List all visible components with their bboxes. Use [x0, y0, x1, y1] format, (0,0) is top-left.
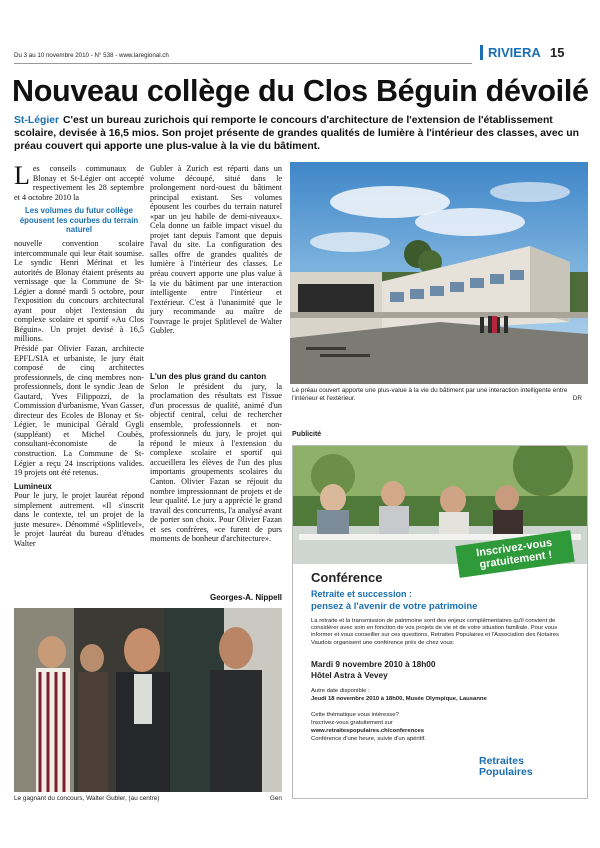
ad-brand-line-1: Retraites [479, 755, 524, 767]
ad-brand-logo [479, 756, 533, 778]
paragraph-3: Présidé par Olivier Fazan, architecte EPFL/SIA et urbaniste, le jury était composé de cinq architectes professionnels, de cinq membres non-professionnels, dont le syndic Jean de Gautard, Yves Filippozzi, de la Commission d'urbanisme, Yvan Gasser, directeur des Ecoles de Blonay et St-Légier, le municipal Gérald Gygli (suppléant) et Michel Coubès, consultant-économiste de la construction. La Commune de St-Légier a reçu 24 inscriptions valides. 19 projets ont été retenus. [14, 343, 144, 478]
building-rendering-illustration [290, 162, 588, 384]
paragraph-4: Pour le jury, le projet lauréat répond simplement autrement. «Il s'inscrit dans le contexte, tel un projet de la juste mesure». Dénommé «Splitlevel», le projet lauréat du bureau d'études Walter [14, 491, 144, 548]
paragraph-5: Gubler à Zurich est réparti dans un volume découpé, situé dans le prolongement nord-ouest du bâtiment principal existant. Ses volumes épousent les courbes du terrain naturel «par un jeu habile de demi-niveaux». Cela donne un faible impact visuel du projet tant depuis l'amont que depuis l'aval du site. La configuration des salles offre de grandes qualités de lumière à l'intérieur des classes. Le préau couvert apporte une plus value à la vie du bâtiment par une interaction intelligente entre l'intérieur et l'extérieur. C'est à l'unanimité que le jury recommande au maître de l'ouvrage le projet Splitlevel de Walter Gubler. [150, 164, 282, 336]
issue-line: Du 3 au 10 novembre 2010 - N° 538 - www.laregional.ch [14, 52, 169, 59]
article-column-1 [14, 161, 144, 548]
headline: Nouveau collège du Clos Béguin dévoilé [12, 74, 589, 108]
ad-cta-2: Inscrivez-vous gratuitement sur [311, 720, 393, 726]
subheading-canton: L'un des plus grand du canton [150, 372, 267, 381]
ad-cta-1: Cette thématique vous intéresse? [311, 712, 399, 718]
ad-brand-line-2: Populaires [479, 766, 533, 778]
page-number: 15 [550, 45, 565, 60]
header-rule [14, 63, 472, 64]
building-caption-text: Le préau couvert apporte une plus-value à la vie du bâtiment par une interaction intelligente entre l'intérieur et l'extérieur. [292, 387, 568, 402]
ad-url-link[interactable]: www.retraitespopulaires.ch/conferences [311, 728, 425, 734]
winner-photo-illustration [14, 608, 282, 792]
ad-other-date-label: Autre date disponible : [311, 688, 370, 694]
lede [14, 114, 586, 153]
paragraph-2: nouvelle convention scolaire intercommunale qui leur était soumise. Le syndic Henri Mérinat et les autorités de Blonay étaient présents au vernissage que la Commune de St-Légier a donné mardi 5 octobre, pour l'exposition du concours architectural ayant pour objet l'extension du complexe scolaire et sportif «Au Clos Béguin». Un projet devisé à 16,5 millions. [14, 238, 144, 344]
ad-title: Conférence [311, 570, 383, 585]
winner-photo [14, 608, 282, 792]
pull-quote: Les volumes du futur collège épousent les courbes du terrain naturel [19, 206, 139, 235]
ad-other-date: Jeudi 18 novembre 2010 à 18h00, Musée Olympique, Lausanne [311, 696, 487, 702]
ad-body: La retraite et la transmission de patrimoine sont des enjeux complémentaires qu'il convient de considérer avec soin en fonction de vos projets de vie et de votre situation familiale. Pour vous informer et vous conseiller sur ces questions, Retraites Populaires et l'Association des Notaires Vaudois organisent une conférence près de chez vous: [311, 618, 559, 646]
building-photo-credit: DR [572, 395, 582, 402]
building-photo-caption [292, 387, 582, 403]
building-rendering-photo [290, 162, 588, 384]
winner-photo-credit: Gen [269, 795, 282, 802]
drop-cap: L [14, 161, 30, 190]
ad-event-venue: Hôtel Astra à Vevey [311, 670, 388, 680]
advertisement[interactable] [292, 445, 588, 799]
winner-caption-text: Le gagnant du concours, Walter Gubler, (au centre) [14, 795, 160, 802]
ad-subtitle-2: pensez à l'avenir de votre patrimoine [311, 601, 478, 612]
paragraph-1: es conseils communaux de Blonay et St-Légier ont accepté respectivement les 28 septembre et 4 octobre 2010 la [14, 164, 144, 202]
article-column-2-lower [150, 372, 282, 544]
lede-place: St-Légier [14, 115, 60, 126]
article-column-2 [150, 164, 282, 336]
author-signature: Georges-A. Nippell [210, 593, 283, 602]
subheading-lumineux: Lumineux [14, 481, 52, 491]
advertisement-label: Publicité [292, 431, 322, 438]
ad-signup-badge[interactable]: Inscrivez-vous gratuitement ! [455, 530, 574, 578]
ad-subtitle-1: Retraite et succession : [311, 589, 413, 599]
paragraph-6: Selon le président du jury, la proclamation des résultats est l'issue d'un processus de qualité, animé d'un objectif central, celui de rechercher ensemble, professionnels et non-professionnels du jury, le projet qui répond le mieux à l'extension du complexe scolaire et sportif qui accueillera les élèves de l'un des plus importants groupements scolaires du Canton. Olivier Fazan se réjouit du nombre impressionnant de projets et de leur qualité. Le jury a apprécié le grand travail des concurrents, l'a analysé avant de porter son choix. Pour Olivier Fazan et ses confrères, «ce furent de purs moments de bonheur d'architecture». [150, 381, 282, 544]
lede-text: C'est un bureau zurichois qui remporte le concours d'architecture de l'extension de l'établissement scolaire, devisée à 16,5 mios. Son projet présente de grandes qualités de lumière à l'intérieur des classes, avec un préau couvert qui apporte une plus-value à la vie du bâtiment. [14, 115, 579, 152]
winner-photo-caption [14, 795, 282, 802]
section-label: RIVIERA [480, 45, 541, 60]
ad-cta-3: Conférence d'une heure, suivie d'un apéritif. [311, 736, 426, 742]
ad-event-date: Mardi 9 novembre 2010 à 18h00 [311, 659, 436, 669]
